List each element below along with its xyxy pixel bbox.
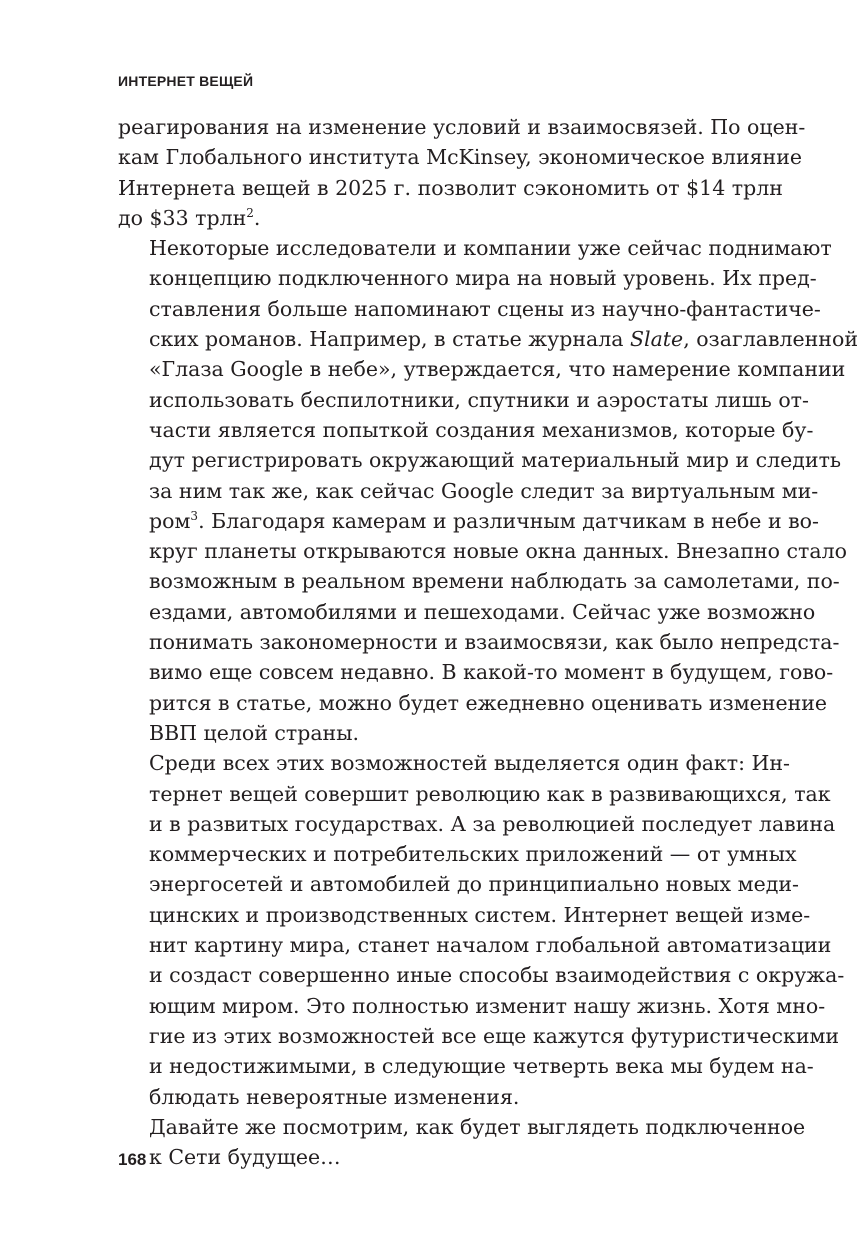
text-line: Давайте же посмотрим, как будет выглядеть подключенное xyxy=(149,1114,806,1139)
text-line: ездами, автомобилями и пешеходами. Сейчас уже возможно xyxy=(149,599,816,624)
text-line xyxy=(118,203,727,233)
text-line: Некоторые исследователи и компании уже сейчас поднимают xyxy=(149,236,832,261)
footnote-marker: 3 xyxy=(190,508,199,523)
text-line: ставления больше напоминают сцены из научно-фантастиче- xyxy=(149,296,821,321)
text-line: Среди всех этих возможностей выделяется один факт: Ин- xyxy=(149,751,790,776)
text-line: и создаст совершенно иные способы взаимодействия с окружа- xyxy=(149,963,845,988)
text-line: вимо еще совсем недавно. В какой-то момент в будущем, гово- xyxy=(149,660,834,685)
text-line: тернет вещей совершит революцию как в развивающихся, так xyxy=(149,781,831,806)
text-line: рится в статье, можно будет ежедневно оценивать изменение xyxy=(149,690,828,715)
footnote-marker: 2 xyxy=(246,205,254,220)
text-fragment: до $33 трлн xyxy=(118,205,247,230)
text-line: гие из этих возможностей все еще кажутся футуристическими xyxy=(149,1023,840,1048)
text-fragment: , озаглавленной xyxy=(683,327,858,352)
text-line: возможным в реальном времени наблюдать за самолетами, по- xyxy=(149,569,840,594)
text-line: за ним так же, как сейчас Google следит за виртуальным ми- xyxy=(149,478,819,503)
text-fragment: . xyxy=(253,205,261,230)
text-line: круг планеты открываются новые окна данных. Внезапно стало xyxy=(149,539,847,564)
text-line: дут регистрировать окружающий материальный мир и следить xyxy=(149,448,842,473)
text-line: энергосетей и автомобилей до принципиально новых меди- xyxy=(149,872,799,897)
text-line: и в развитых государствах. А за революцией последует лавина xyxy=(149,811,836,836)
paragraph xyxy=(118,112,806,233)
text-line: концепцию подключенного мира на новый уровень. Их пред- xyxy=(149,266,817,291)
text-line: к Сети будущее… xyxy=(149,1145,341,1170)
text-line: части является попыткой создания механизмов, которые бу- xyxy=(149,417,814,442)
text-fragment: . Благодаря камерам и различным датчикам в небе и во- xyxy=(198,508,819,533)
text-line: нит картину мира, станет началом глобальной автоматизации xyxy=(149,933,832,958)
text-line: блюдать невероятные изменения. xyxy=(149,1084,520,1109)
text-line: ВВП целой страны. xyxy=(149,720,360,745)
page-number: 168 xyxy=(118,1150,147,1169)
text-line: использовать беспилотники, спутники и аэростаты лишь от- xyxy=(149,387,809,412)
running-head: ИНТЕРНЕТ ВЕЩЕЙ xyxy=(118,73,254,89)
body-text xyxy=(118,112,858,1172)
text-line: «Глаза Google в небе», утверждается, что намерение компании xyxy=(149,357,846,382)
text-line: ющим миром. Это полностью изменит нашу жизнь. Хотя мно- xyxy=(149,993,826,1018)
journal-name: Slate xyxy=(629,327,684,352)
text-line: коммерческих и потребительских приложений — от умных xyxy=(149,842,797,867)
paragraph xyxy=(118,748,845,1112)
text-fragment: ром xyxy=(149,508,191,533)
text-fragment: ских романов. Например, в статье журнала xyxy=(149,327,630,352)
text-line: понимать закономерности и взаимосвязи, как было непредста- xyxy=(149,630,840,655)
text-line: и недостижимыми, в следующие четверть века мы будем на- xyxy=(149,1054,814,1079)
text-line: цинских и производственных систем. Интернет вещей изме- xyxy=(149,902,811,927)
text-line xyxy=(118,324,858,354)
paragraph xyxy=(118,233,858,748)
text-line: реагирования на изменение условий и взаимосвязей. По оцен- xyxy=(118,115,806,139)
text-line: Интернета вещей в 2025 г. позволит сэкономить от $14 трлн xyxy=(118,175,783,200)
text-line xyxy=(118,506,819,536)
text-line: кам Глобального института McKinsey, экономическое влияние xyxy=(118,145,803,170)
paragraph xyxy=(118,1112,806,1173)
